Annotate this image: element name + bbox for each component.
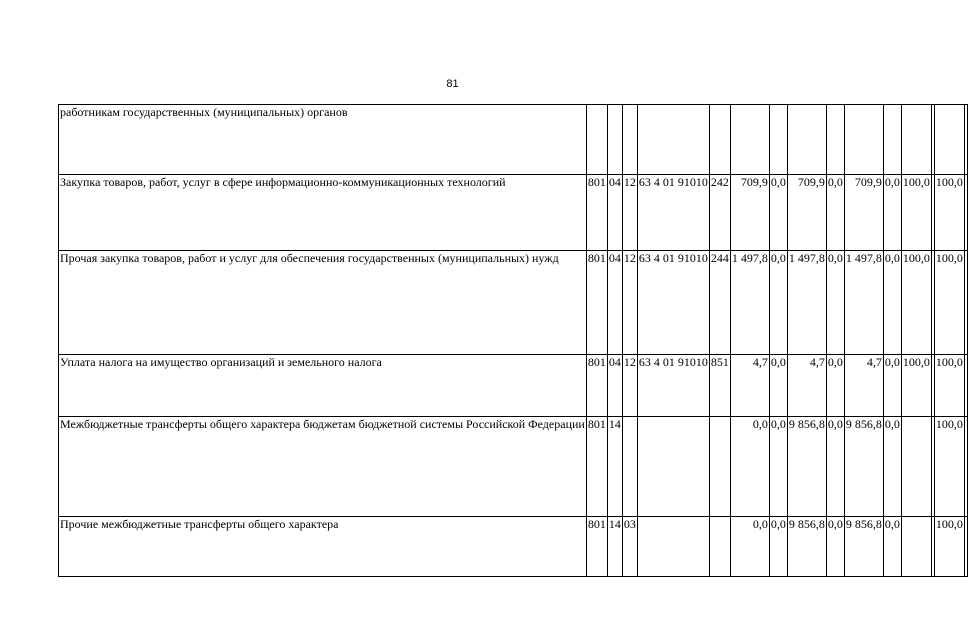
target-article-cell: 63 4 01 91010 [637,175,709,251]
amount-cell-1: 709,9 [730,175,769,251]
row-name-cell: Межбюджетные трансферты общего характера бюджетам бюджетной системы Российской Федерации [59,417,587,517]
subsection-code-cell: 03 [622,517,637,577]
section-code-cell: 04 [607,355,622,417]
amount-cell-6: 0,0 [883,517,901,577]
percent-cell-2: 100,0 [934,417,964,517]
amount-cell-5: 9 856,8 [844,417,883,517]
amount-cell-1: 0,0 [730,417,769,517]
percent-cell-2: 100,0 [934,517,964,577]
page-number: 81 [446,78,459,90]
budget-table [58,104,968,577]
amount-cell-1 [730,105,769,175]
grbs-code-cell [586,105,607,175]
amount-cell-2: 0,0 [769,355,787,417]
target-article-cell [637,517,709,577]
amount-cell-1: 4,7 [730,355,769,417]
target-article-cell: 63 4 01 91010 [637,355,709,417]
amount-cell-4: 0,0 [826,417,844,517]
amount-cell-6: 0,0 [883,355,901,417]
expense-type-cell [709,517,730,577]
percent-cell-1 [901,105,931,175]
amount-cell-3: 709,9 [787,175,826,251]
target-article-cell [637,105,709,175]
row-name-cell: Прочие межбюджетные трансферты общего характера [59,517,587,577]
amount-cell-1: 0,0 [730,517,769,577]
percent-cell-2: 100,0 [934,251,964,355]
expense-type-cell: 244 [709,251,730,355]
table-row [59,105,968,175]
amount-cell-6 [883,105,901,175]
subsection-code-cell: 12 [622,251,637,355]
empty-cell [964,175,967,251]
percent-cell-1: 100,0 [901,251,931,355]
expense-type-cell: 851 [709,355,730,417]
percent-cell-2: 100,0 [934,355,964,417]
amount-cell-1: 1 497,8 [730,251,769,355]
amount-cell-3: 9 856,8 [787,517,826,577]
empty-cell [964,355,967,417]
table-row [59,517,968,577]
grbs-code-cell: 801 [586,517,607,577]
expense-type-cell [709,417,730,517]
amount-cell-4 [826,105,844,175]
percent-cell-1: 100,0 [901,175,931,251]
row-name-cell: работникам государственных (муниципальных) органов [59,105,587,175]
target-article-cell [637,417,709,517]
table-row [59,417,968,517]
amount-cell-2: 0,0 [769,517,787,577]
percent-cell-1: 100,0 [901,355,931,417]
empty-cell [964,517,967,577]
row-name-cell: Прочая закупка товаров, работ и услуг для обеспечения государственных (муниципальных) нужд [59,251,587,355]
percent-cell-2: 100,0 [934,175,964,251]
expense-type-cell: 242 [709,175,730,251]
percent-cell-2 [934,105,964,175]
row-name-cell: Уплата налога на имущество организаций и земельного налога [59,355,587,417]
empty-cell [964,417,967,517]
grbs-code-cell: 801 [586,417,607,517]
amount-cell-6: 0,0 [883,175,901,251]
row-name-cell: Закупка товаров, работ, услуг в сфере информационно-коммуникационных технологий [59,175,587,251]
empty-cell [964,251,967,355]
subsection-code-cell [622,417,637,517]
amount-cell-5: 1 497,8 [844,251,883,355]
amount-cell-3: 9 856,8 [787,417,826,517]
amount-cell-6: 0,0 [883,251,901,355]
section-code-cell: 14 [607,417,622,517]
amount-cell-4: 0,0 [826,517,844,577]
amount-cell-3 [787,105,826,175]
section-code-cell: 04 [607,175,622,251]
section-code-cell: 14 [607,517,622,577]
percent-cell-1 [901,517,931,577]
expense-type-cell [709,105,730,175]
grbs-code-cell: 801 [586,251,607,355]
section-code-cell: 04 [607,251,622,355]
table-row [59,355,968,417]
amount-cell-5: 709,9 [844,175,883,251]
table-row [59,175,968,251]
amount-cell-3: 1 497,8 [787,251,826,355]
amount-cell-3: 4,7 [787,355,826,417]
amount-cell-4: 0,0 [826,175,844,251]
grbs-code-cell: 801 [586,355,607,417]
amount-cell-2: 0,0 [769,175,787,251]
amount-cell-5: 9 856,8 [844,517,883,577]
amount-cell-2: 0,0 [769,417,787,517]
amount-cell-2: 0,0 [769,251,787,355]
grbs-code-cell: 801 [586,175,607,251]
section-code-cell [607,105,622,175]
subsection-code-cell: 12 [622,355,637,417]
subsection-code-cell [622,105,637,175]
percent-cell-1 [901,417,931,517]
amount-cell-4: 0,0 [826,251,844,355]
amount-cell-4: 0,0 [826,355,844,417]
table-row [59,251,968,355]
amount-cell-6: 0,0 [883,417,901,517]
amount-cell-5: 4,7 [844,355,883,417]
empty-cell [964,105,967,175]
amount-cell-2 [769,105,787,175]
target-article-cell: 63 4 01 91010 [637,251,709,355]
amount-cell-5 [844,105,883,175]
subsection-code-cell: 12 [622,175,637,251]
